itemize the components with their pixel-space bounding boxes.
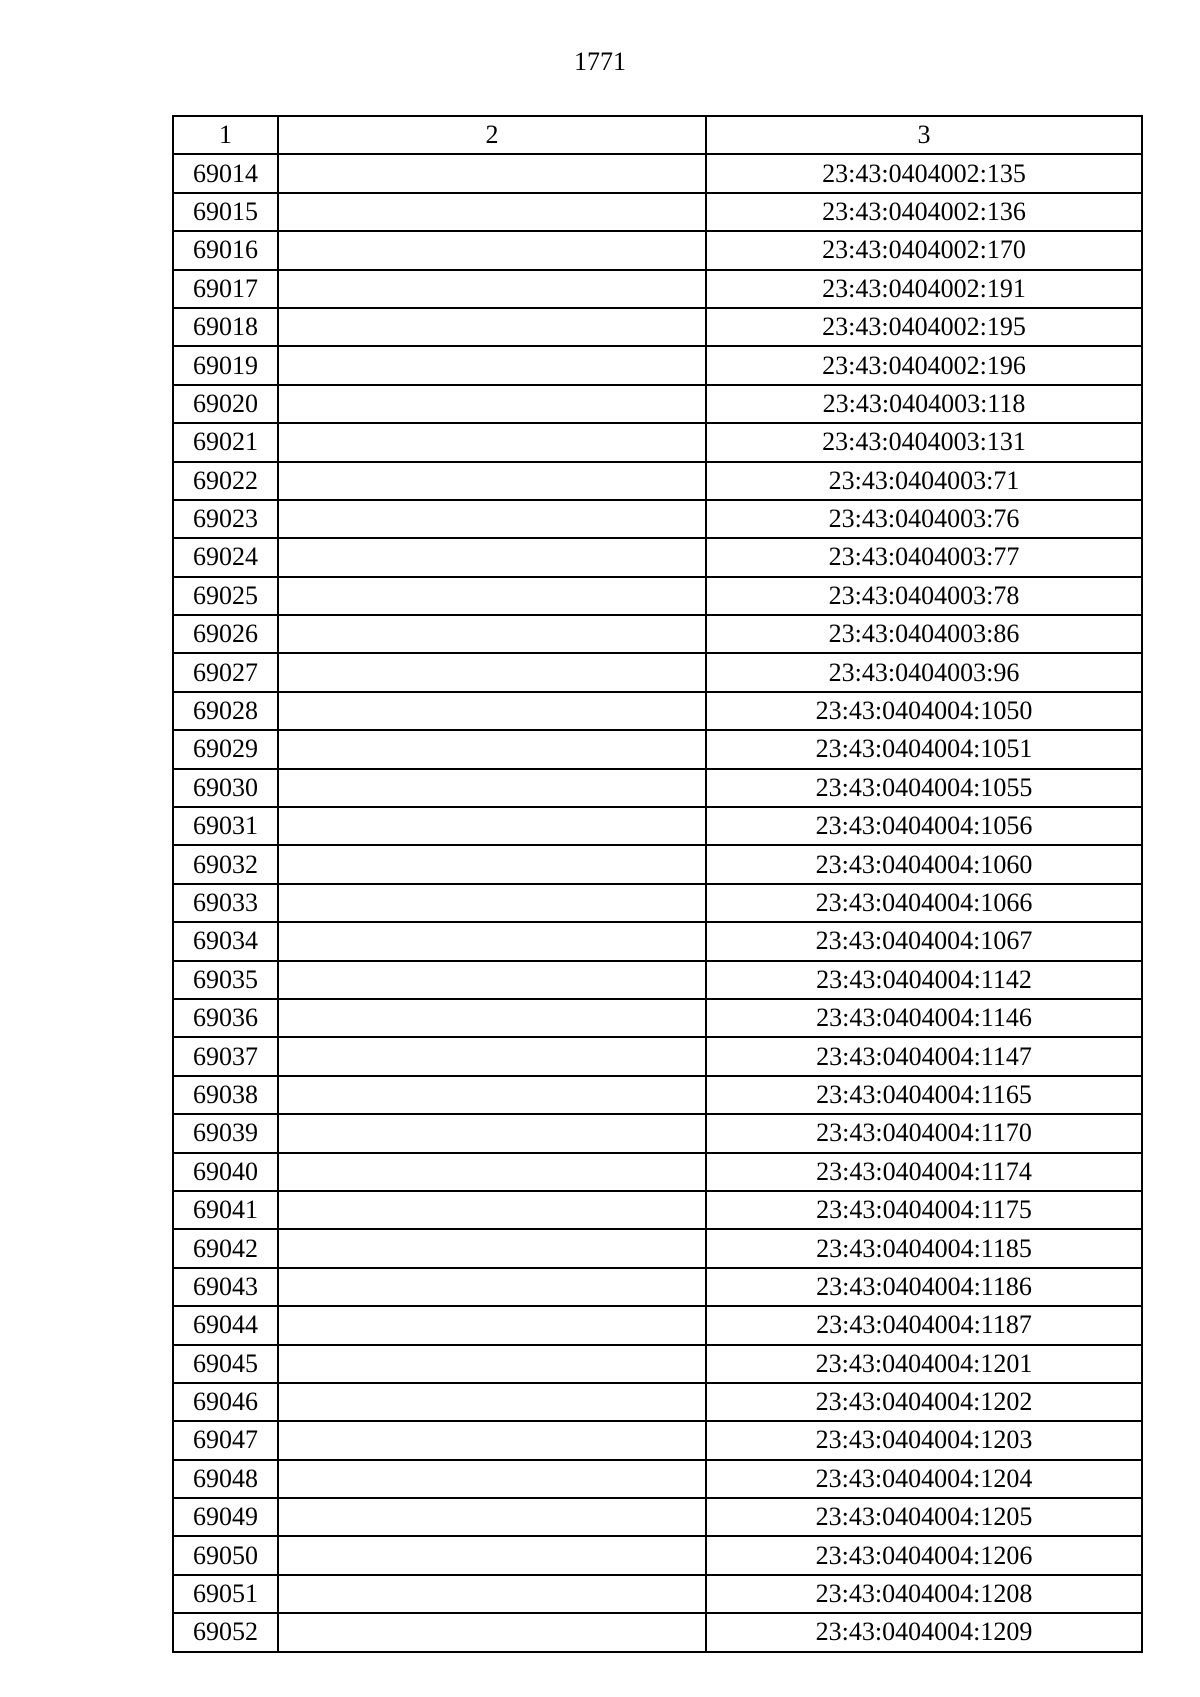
row-number-cell: 69020: [173, 385, 278, 423]
table-row: [173, 1037, 1142, 1075]
empty-cell: [278, 1076, 706, 1114]
cadastral-number-cell: 23:43:0404004:1202: [706, 1383, 1142, 1421]
cadastral-number-cell: 23:43:0404004:1170: [706, 1114, 1142, 1152]
table-row: [173, 193, 1142, 231]
table-row: [173, 500, 1142, 538]
cadastral-number-cell: 23:43:0404004:1051: [706, 730, 1142, 768]
row-number-cell: 69046: [173, 1383, 278, 1421]
empty-cell: [278, 1383, 706, 1421]
row-number-cell: 69027: [173, 653, 278, 691]
table-row: [173, 270, 1142, 308]
empty-cell: [278, 385, 706, 423]
table-row: [173, 577, 1142, 615]
table-row: [173, 615, 1142, 653]
table-row: [173, 999, 1142, 1037]
empty-cell: [278, 845, 706, 883]
table-row: [173, 1268, 1142, 1306]
empty-cell: [278, 1268, 706, 1306]
table-row: [173, 922, 1142, 960]
empty-cell: [278, 1191, 706, 1229]
cadastral-number-cell: 23:43:0404003:76: [706, 500, 1142, 538]
empty-cell: [278, 1037, 706, 1075]
cadastral-number-cell: 23:43:0404004:1175: [706, 1191, 1142, 1229]
row-number-cell: 69015: [173, 193, 278, 231]
row-number-cell: 69024: [173, 538, 278, 576]
row-number-cell: 69051: [173, 1575, 278, 1613]
row-number-cell: 69037: [173, 1037, 278, 1075]
table-row: [173, 1345, 1142, 1383]
empty-cell: [278, 884, 706, 922]
table-row: [173, 1460, 1142, 1498]
cadastral-number-cell: 23:43:0404004:1201: [706, 1345, 1142, 1383]
table-row: [173, 308, 1142, 346]
empty-cell: [278, 154, 706, 192]
row-number-cell: 69025: [173, 577, 278, 615]
cadastral-number-cell: 23:43:0404004:1208: [706, 1575, 1142, 1613]
cadastral-number-cell: 23:43:0404003:71: [706, 462, 1142, 500]
cadastral-number-cell: 23:43:0404004:1165: [706, 1076, 1142, 1114]
row-number-cell: 69040: [173, 1153, 278, 1191]
row-number-cell: 69048: [173, 1460, 278, 1498]
row-number-cell: 69029: [173, 730, 278, 768]
cadastral-number-cell: 23:43:0404004:1060: [706, 845, 1142, 883]
cadastral-number-cell: 23:43:0404004:1204: [706, 1460, 1142, 1498]
empty-cell: [278, 1575, 706, 1613]
cadastral-table: [172, 115, 1143, 1653]
cadastral-number-cell: 23:43:0404003:131: [706, 423, 1142, 461]
page-number: 1771: [574, 47, 626, 76]
cadastral-number-cell: 23:43:0404002:135: [706, 154, 1142, 192]
empty-cell: [278, 577, 706, 615]
empty-cell: [278, 807, 706, 845]
table-row: [173, 730, 1142, 768]
column-header-3: 3: [706, 116, 1142, 154]
row-number-cell: 69022: [173, 462, 278, 500]
column-header-1: 1: [173, 116, 278, 154]
empty-cell: [278, 538, 706, 576]
row-number-cell: 69043: [173, 1268, 278, 1306]
table-row: [173, 1613, 1142, 1651]
empty-cell: [278, 730, 706, 768]
empty-cell: [278, 999, 706, 1037]
table-row: [173, 1383, 1142, 1421]
row-number-cell: 69044: [173, 1306, 278, 1344]
table-row: [173, 1076, 1142, 1114]
empty-cell: [278, 961, 706, 999]
row-number-cell: 69021: [173, 423, 278, 461]
column-header-2: 2: [278, 116, 706, 154]
table-row: [173, 807, 1142, 845]
cadastral-number-cell: 23:43:0404004:1147: [706, 1037, 1142, 1075]
table-row: [173, 154, 1142, 192]
cadastral-number-cell: 23:43:0404004:1209: [706, 1613, 1142, 1651]
empty-cell: [278, 769, 706, 807]
cadastral-number-cell: 23:43:0404004:1067: [706, 922, 1142, 960]
table-row: [173, 961, 1142, 999]
cadastral-number-cell: 23:43:0404003:78: [706, 577, 1142, 615]
row-number-cell: 69031: [173, 807, 278, 845]
row-number-cell: 69039: [173, 1114, 278, 1152]
cadastral-number-cell: 23:43:0404002:195: [706, 308, 1142, 346]
row-number-cell: 69033: [173, 884, 278, 922]
table-row: [173, 346, 1142, 384]
row-number-cell: 69030: [173, 769, 278, 807]
cadastral-number-cell: 23:43:0404002:170: [706, 231, 1142, 269]
table-row: [173, 1153, 1142, 1191]
cadastral-number-cell: 23:43:0404004:1186: [706, 1268, 1142, 1306]
row-number-cell: 69034: [173, 922, 278, 960]
table-row: [173, 1114, 1142, 1152]
cadastral-number-cell: 23:43:0404004:1206: [706, 1536, 1142, 1574]
empty-cell: [278, 423, 706, 461]
row-number-cell: 69035: [173, 961, 278, 999]
table-row: [173, 845, 1142, 883]
cadastral-number-cell: 23:43:0404004:1056: [706, 807, 1142, 845]
table-row: [173, 1575, 1142, 1613]
empty-cell: [278, 193, 706, 231]
table-body: [173, 154, 1142, 1651]
row-number-cell: 69023: [173, 500, 278, 538]
table-row: [173, 1229, 1142, 1267]
empty-cell: [278, 922, 706, 960]
cadastral-number-cell: 23:43:0404004:1187: [706, 1306, 1142, 1344]
table-row: [173, 385, 1142, 423]
table-row: [173, 1536, 1142, 1574]
cadastral-number-cell: 23:43:0404004:1185: [706, 1229, 1142, 1267]
table-row: [173, 1421, 1142, 1459]
table-row: [173, 538, 1142, 576]
row-number-cell: 69016: [173, 231, 278, 269]
cadastral-number-cell: 23:43:0404004:1205: [706, 1498, 1142, 1536]
row-number-cell: 69032: [173, 845, 278, 883]
table-row: [173, 769, 1142, 807]
row-number-cell: 69018: [173, 308, 278, 346]
cadastral-number-cell: 23:43:0404003:118: [706, 385, 1142, 423]
cadastral-number-cell: 23:43:0404004:1066: [706, 884, 1142, 922]
empty-cell: [278, 500, 706, 538]
row-number-cell: 69038: [173, 1076, 278, 1114]
empty-cell: [278, 1153, 706, 1191]
table-row: [173, 462, 1142, 500]
row-number-cell: 69019: [173, 346, 278, 384]
empty-cell: [278, 1345, 706, 1383]
row-number-cell: 69047: [173, 1421, 278, 1459]
table-row: [173, 884, 1142, 922]
cadastral-number-cell: 23:43:0404004:1174: [706, 1153, 1142, 1191]
table-row: [173, 653, 1142, 691]
empty-cell: [278, 346, 706, 384]
empty-cell: [278, 1498, 706, 1536]
cadastral-number-cell: 23:43:0404002:191: [706, 270, 1142, 308]
empty-cell: [278, 308, 706, 346]
row-number-cell: 69026: [173, 615, 278, 653]
row-number-cell: 69017: [173, 270, 278, 308]
table-row: [173, 692, 1142, 730]
cadastral-number-cell: 23:43:0404004:1146: [706, 999, 1142, 1037]
cadastral-number-cell: 23:43:0404004:1142: [706, 961, 1142, 999]
row-number-cell: 69041: [173, 1191, 278, 1229]
row-number-cell: 69049: [173, 1498, 278, 1536]
empty-cell: [278, 653, 706, 691]
row-number-cell: 69036: [173, 999, 278, 1037]
empty-cell: [278, 692, 706, 730]
empty-cell: [278, 462, 706, 500]
table-row: [173, 1191, 1142, 1229]
empty-cell: [278, 1114, 706, 1152]
row-number-cell: 69014: [173, 154, 278, 192]
empty-cell: [278, 1421, 706, 1459]
empty-cell: [278, 1613, 706, 1651]
table-row: [173, 423, 1142, 461]
row-number-cell: 69042: [173, 1229, 278, 1267]
cadastral-number-cell: 23:43:0404003:96: [706, 653, 1142, 691]
cadastral-number-cell: 23:43:0404004:1203: [706, 1421, 1142, 1459]
row-number-cell: 69028: [173, 692, 278, 730]
empty-cell: [278, 1229, 706, 1267]
cadastral-number-cell: 23:43:0404004:1055: [706, 769, 1142, 807]
empty-cell: [278, 270, 706, 308]
table-row: [173, 1306, 1142, 1344]
cadastral-number-cell: 23:43:0404002:136: [706, 193, 1142, 231]
empty-cell: [278, 1306, 706, 1344]
cadastral-number-cell: 23:43:0404004:1050: [706, 692, 1142, 730]
cadastral-number-cell: 23:43:0404003:86: [706, 615, 1142, 653]
row-number-cell: 69050: [173, 1536, 278, 1574]
row-number-cell: 69045: [173, 1345, 278, 1383]
table-header: [173, 116, 1142, 154]
cadastral-number-cell: 23:43:0404002:196: [706, 346, 1142, 384]
row-number-cell: 69052: [173, 1613, 278, 1651]
table-row: [173, 231, 1142, 269]
empty-cell: [278, 231, 706, 269]
table-row: [173, 1498, 1142, 1536]
cadastral-number-cell: 23:43:0404003:77: [706, 538, 1142, 576]
empty-cell: [278, 1536, 706, 1574]
empty-cell: [278, 1460, 706, 1498]
empty-cell: [278, 615, 706, 653]
header-row: [173, 116, 1142, 154]
